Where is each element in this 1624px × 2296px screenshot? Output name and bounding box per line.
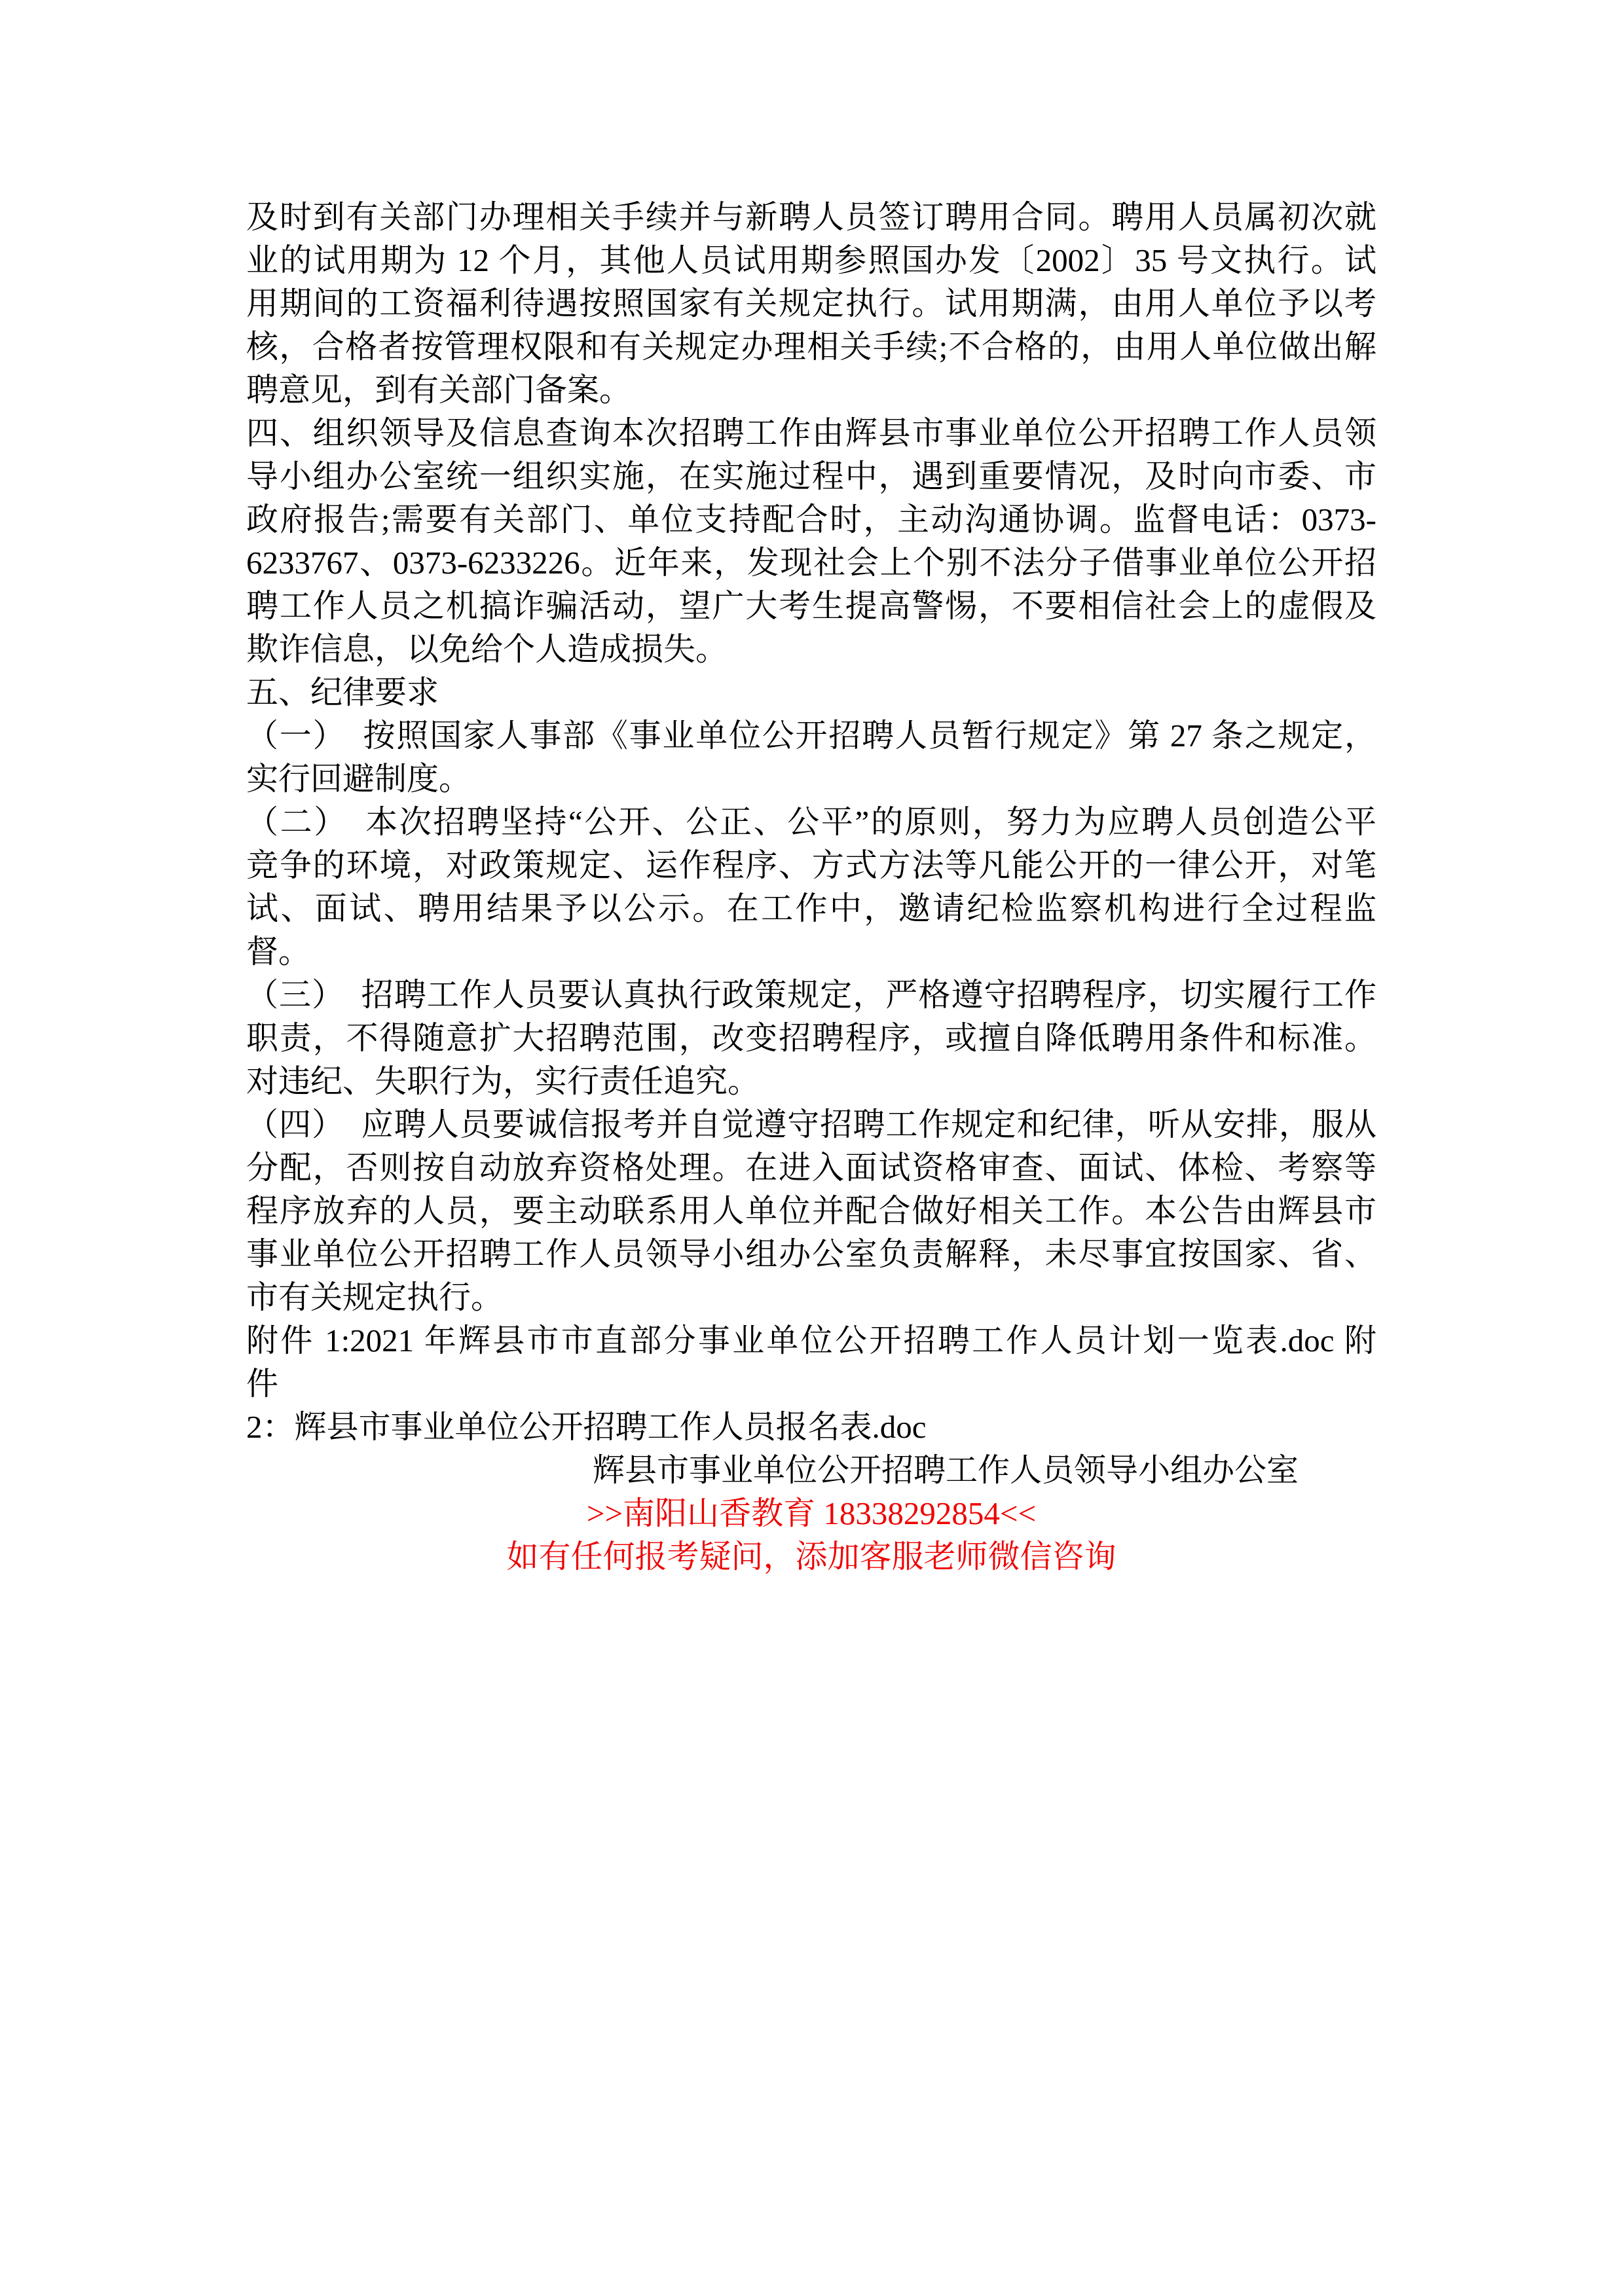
document-line: 程序放弃的人员，要主动联系用人单位并配合做好相关工作。本公告由辉县市 (246, 1193, 1376, 1229)
document-line: 四、组织领导及信息查询本次招聘工作由辉县市事业单位公开招聘工作人员领 (246, 415, 1376, 451)
announcement-text-block (246, 196, 1376, 1578)
document-line: 核，合格者按管理权限和有关规定办理相关手续;不合格的，由用人单位做出解 (246, 329, 1376, 365)
document-line: 欺诈信息，以免给个人造成损失。 (246, 631, 728, 667)
document-line: （二） 本次招聘坚持“公开、公正、公平”的原则，努力为应聘人员创造公平 (246, 804, 1376, 840)
document-line: 市有关规定执行。 (246, 1279, 504, 1315)
document-line: 如有任何报考疑问，添加客服老师微信咨询 (506, 1539, 1116, 1575)
document-line: 6233767、0373-6233226。近年来，发现社会上个别不法分子借事业单位公开招 (246, 545, 1376, 581)
document-line: 事业单位公开招聘工作人员领导小组办公室负责解释，未尽事宜按国家、省、 (246, 1236, 1376, 1272)
document-line: 导小组办公室统一组织实施，在实施过程中，遇到重要情况，及时向市委、市 (246, 458, 1376, 494)
document-line: 及时到有关部门办理相关手续并与新聘人员签订聘用合同。聘用人员属初次就 (246, 199, 1376, 235)
document-line: 五、纪律要求 (246, 674, 439, 710)
document-line: 件 (246, 1366, 279, 1402)
document-line: 辉县市事业单位公开招聘工作人员领导小组办公室 (593, 1452, 1299, 1488)
document-line: 对违纪、失职行为，实行责任追究。 (246, 1063, 760, 1099)
document-line: （三） 招聘工作人员要认真执行政策规定，严格遵守招聘程序，切实履行工作 (246, 977, 1376, 1013)
document-line: 分配，否则按自动放弃资格处理。在进入面试资格审查、面试、体检、考察等 (246, 1150, 1376, 1186)
document-line: （一） 按照国家人事部《事业单位公开招聘人员暂行规定》第 27 条之规定， (246, 718, 1376, 754)
document-line: 实行回避制度。 (246, 761, 471, 797)
document-line: 聘工作人员之机搞诈骗活动，望广大考生提高警惕，不要相信社会上的虚假及 (246, 588, 1376, 624)
document-line: 督。 (246, 934, 311, 970)
document-line: 2：辉县市事业单位公开招聘工作人员报名表.doc (246, 1409, 927, 1445)
document-line: 附件 1:2021 年辉县市市直部分事业单位公开招聘工作人员计划一览表.doc 附 (246, 1322, 1376, 1358)
document-line: 试、面试、聘用结果予以公示。在工作中，邀请纪检监察机构进行全过程监 (246, 890, 1376, 926)
document-line: （四） 应聘人员要诚信报考并自觉遵守招聘工作规定和纪律，听从安排，服从 (246, 1106, 1376, 1142)
document-line: 用期间的工资福利待遇按照国家有关规定执行。试用期满，由用人单位予以考 (246, 285, 1376, 321)
document-line: 聘意见，到有关部门备案。 (246, 372, 632, 408)
document-line: 业的试用期为 12 个月，其他人员试用期参照国办发〔2002〕35 号文执行。试 (246, 242, 1376, 278)
document-line: 竞争的环境，对政策规定、运作程序、方式方法等凡能公开的一律公开，对笔 (246, 847, 1376, 883)
document-line: 职责，不得随意扩大招聘范围，改变招聘程序，或擅自降低聘用条件和标准。 (246, 1020, 1376, 1056)
document-line: >>南阳山香教育 18338292854<< (586, 1495, 1037, 1531)
document-line: 政府报告;需要有关部门、单位支持配合时，主动沟通协调。监督电话：0373- (246, 501, 1376, 538)
